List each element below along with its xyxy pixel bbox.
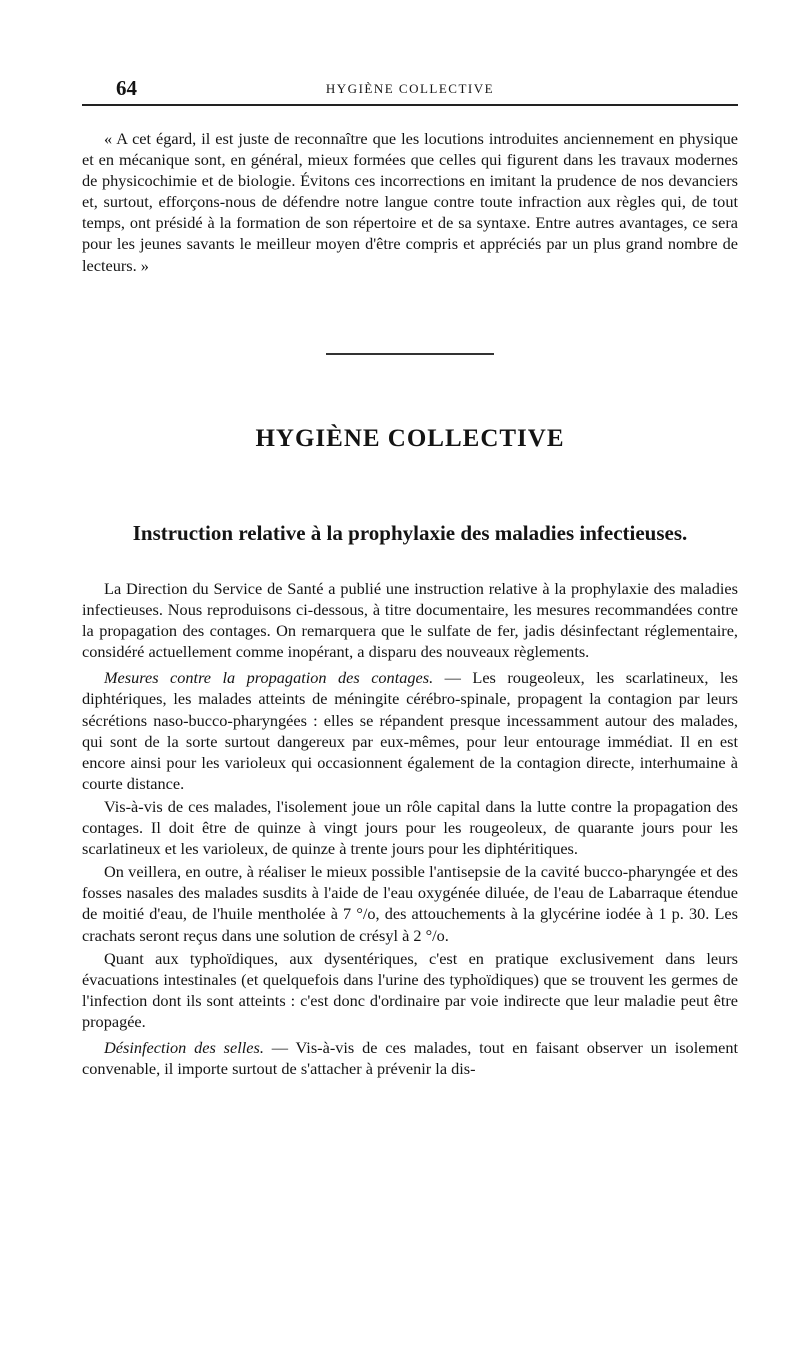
header-rule [82, 104, 738, 106]
article-body [82, 578, 738, 1081]
antisepsie-paragraph: On veillera, en outre, à réaliser le mieux possible l'antisepsie de la cavité bucco-pharyngée et des fosses nasales des malades susdits à l'aide de l'eau oxygénée diluée, de l'eau de Labarraque étendue de moitié d'eau, de l'huile mentholée à 7 °/o, des attouchements à la glycérine iodée à 1 p. 30. Les crachats seront reçus dans une solution de crésyl à 2 °/o. [82, 862, 738, 945]
section-divider [326, 353, 494, 355]
running-head [82, 76, 738, 98]
quote-paragraph: « A cet égard, il est juste de reconnaître que les locutions introduites anciennement en physique et en mécanique sont, en général, mieux formées que celles qui figurent dans les travaux modernes de physicochimie et de biologie. Évitons ces incorrections en imitant la prudence de nos devanciers et, surtout, efforçons-nous de défendre notre langue contre toute infraction aux règles qui, de tout temps, ont présidé à la formation de son répertoire et de sa syntaxe. Entre autres avantages, ce sera pour les jeunes savants le meilleur moyen d'être compris et appréciés par un plus grand nombre de lecteurs. » [82, 129, 738, 275]
page-number: 64 [116, 76, 137, 100]
contages-paragraph [82, 667, 738, 794]
running-title: HYGIÈNE COLLECTIVE [325, 81, 495, 96]
section-title: HYGIÈNE COLLECTIVE [255, 425, 565, 452]
intro-paragraph: La Direction du Service de Santé a publié une instruction relative à la prophylaxie des maladies infectieuses. Nous reproduisons ci-dessous, à titre documentaire, les mesures recommandées contre la propagation des contages. On remarquera que le sulfate de fer, jadis désinfectant réglementaire, considéré actuellement comme inopérant, a disparu des nouveaux règlements. [82, 579, 738, 662]
contages-heading: Mesures contre la propagation des contages. [104, 668, 434, 688]
selles-paragraph [82, 1037, 738, 1079]
selles-heading: Désinfection des selles. [104, 1037, 264, 1057]
typhoidiques-paragraph: Quant aux typhoïdiques, aux dysentériques, c'est en pratique exclusivement dans leurs évacuations intestinales (et quelquefois dans l'urine des typhoïdiques) que se trouvent les germes de l'infection dont ils sont atteints : c'est donc d'ordinaire par voie indirecte que leur maladie peut être propagée. [82, 948, 738, 1031]
isolement-paragraph: Vis-à-vis de ces malades, l'isolement joue un rôle capital dans la lutte contre la propagation des contages. Il doit être de quinze à vingt jours pour les rougeoleux, de quarante jours pour les scarlatineux et les varioleux, de quinze à trente jours pour les diphtéritiques. [82, 796, 738, 859]
contages-text: — Les rougeoleux, les scarlatineux, les diphtériques, les malades atteints de méningite cérébro-spinale, propagent la contagion par leurs sécrétions naso-bucco-pharyngées : elles se répandent presque incessamment autour des malades, qui sont de la sorte surtout dangereux par eux-mêmes, pour leur entourage immédiat. Il en est encore ainsi pour les varioleux qui occasionnent également de la contagion directe, interhumaine à courte distance. [82, 668, 738, 793]
article-title: Instruction relative à la prophylaxie des maladies infectieuses. [132, 521, 688, 545]
selles-text: — Vis-à-vis de ces malades, tout en faisant observer un isolement convenable, il importe surtout de s'attacher à prévenir la dis- [82, 1037, 738, 1079]
quote-block [82, 128, 738, 276]
